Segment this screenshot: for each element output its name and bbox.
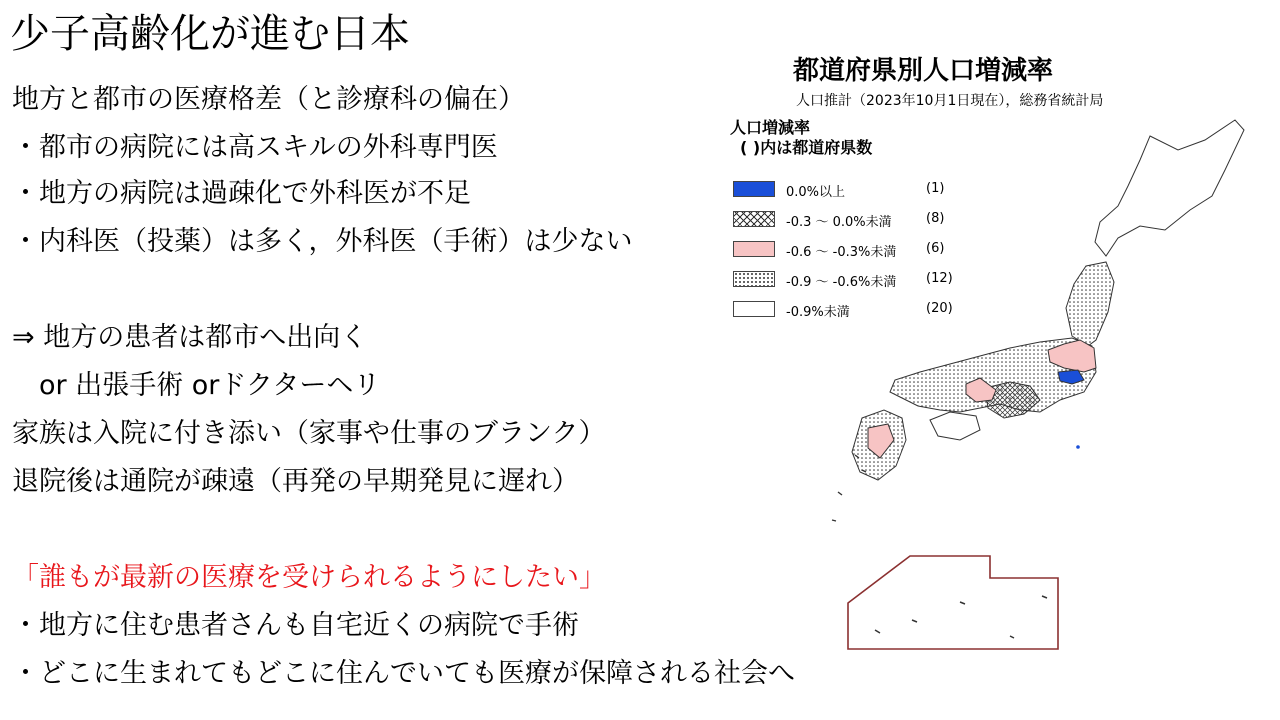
legend-swatch-crosshatch	[733, 211, 775, 227]
shikoku-region	[930, 412, 980, 440]
legend-label: -0.3 ～ 0.0%未満	[786, 215, 892, 230]
legend-swatch-solid-pink	[733, 241, 775, 257]
text-line-rural-patients: ・地方に住む患者さんも自宅近くの病院で手術	[12, 610, 579, 641]
text-line-society: ・どこに生まれてもどこに住んでいても医療が保障される社会へ	[12, 658, 795, 689]
legend-count: (8)	[926, 211, 945, 226]
inset-islands	[875, 596, 1047, 638]
legend-subtitle: ( )内は都道府県数	[740, 138, 873, 157]
hokkaido-region	[1095, 120, 1244, 256]
slide-title: 少子高齢化が進む日本	[10, 11, 410, 57]
legend-label: 0.0%以上	[786, 185, 846, 200]
izu-islands	[1076, 445, 1080, 449]
map-title: 都道府県別人口増減率	[793, 56, 1054, 86]
legend-count: (20)	[926, 301, 953, 316]
tohoku-region	[1066, 262, 1114, 346]
text-line-internal-vs-surgery: ・内科医（投薬）は多く，外科医（手術）は少ない	[12, 226, 633, 257]
inset-frame	[848, 556, 1058, 649]
legend-count: (12)	[926, 271, 953, 286]
legend-title: 人口増減率	[730, 118, 811, 137]
text-line-patients-travel: ⇒ 地方の患者は都市へ出向く	[12, 322, 368, 353]
legend-label: -0.9 ～ -0.6%未満	[786, 275, 897, 290]
legend-label: -0.6 ～ -0.3%未満	[786, 245, 897, 260]
text-line-urban-hospitals: ・都市の病院には高スキルの外科専門医	[12, 132, 498, 163]
legend-count: (6)	[926, 241, 945, 256]
legend-label: -0.9%未満	[786, 305, 850, 320]
text-line-after-discharge: 退院後は通院が疎遠（再発の早期発見に遅れ）	[12, 466, 579, 497]
legend-swatch-dots	[733, 271, 775, 287]
text-line-rural-hospitals: ・地方の病院は過疎化で外科医が不足	[12, 178, 471, 209]
text-line-goal: 「誰もが最新の医療を受けられるようにしたい」	[12, 562, 606, 593]
text-line-disparity: 地方と都市の医療格差（と診療科の偏在）	[12, 84, 525, 115]
legend-swatch-solid-blue	[733, 181, 775, 197]
map-source: 人口推計（2023年10月1日現在），総務省統計局	[796, 93, 1104, 109]
japan-map	[820, 110, 1260, 690]
legend-count: (1)	[926, 181, 945, 196]
legend-swatch-blank	[733, 301, 775, 317]
text-line-alternatives: or 出張手術 orドクターヘリ	[12, 370, 381, 401]
text-line-family: 家族は入院に付き添い（家事や仕事のブランク）	[12, 418, 606, 449]
